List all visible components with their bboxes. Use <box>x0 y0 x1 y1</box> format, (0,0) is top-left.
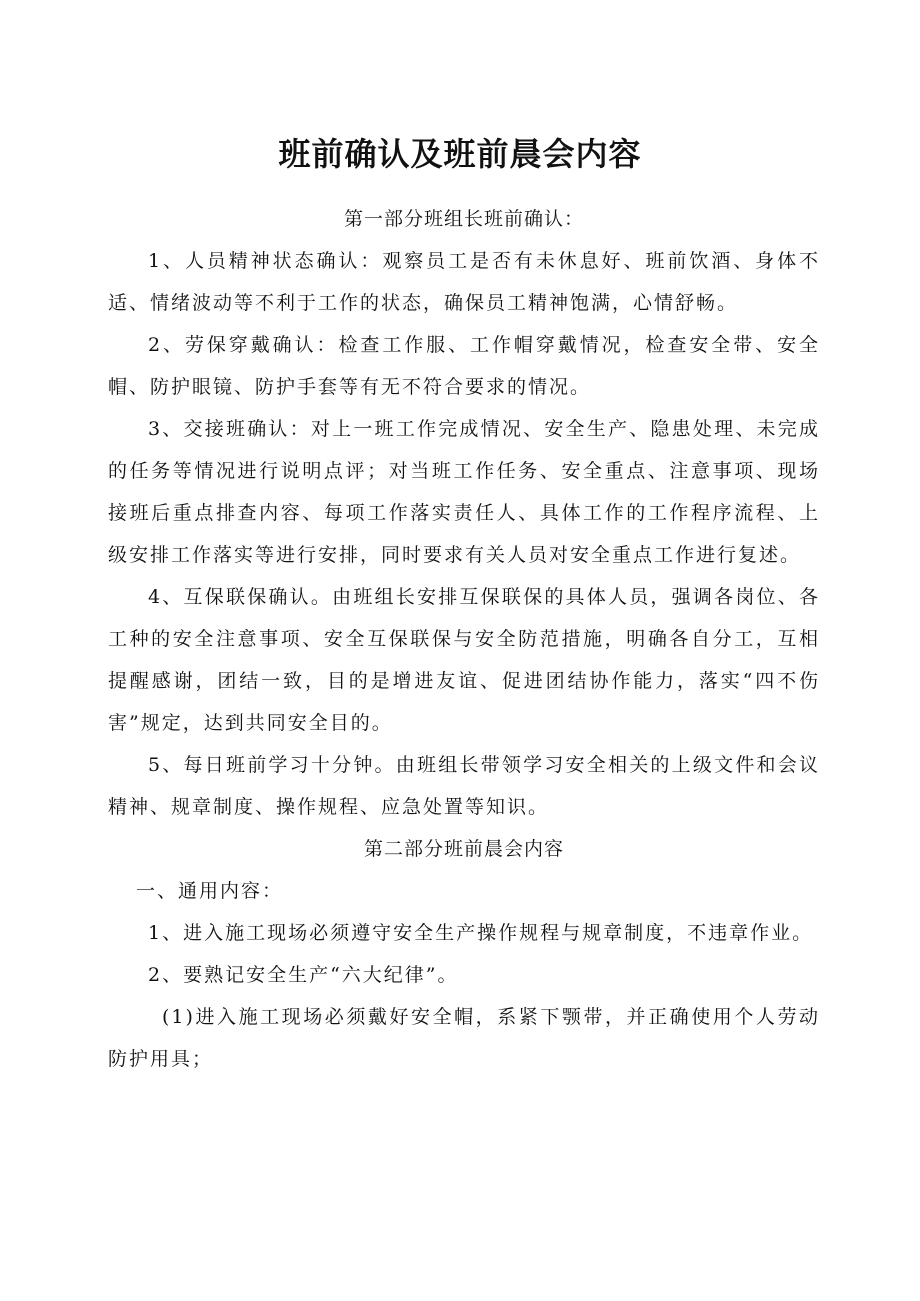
part2-item-1: 1、进入施工现场必须遵守安全生产操作规程与规章制度，不违章作业。 <box>148 922 814 944</box>
part1-item-5: 5、每日班前学习十分钟。由班组长带领学习安全相关的上级文件和会议精神、规章制度、操作规程、应急处置等知识。 <box>108 754 820 818</box>
part1-item-4: 4、互保联保确认。由班组长安排互保联保的具体人员，强调各岗位、各工种的安全注意事项、安全互保联保与安全防范措施，明确各自分工，互相提醒感谢，团结一致，目的是增进友谊、促进团结协作能力，落实“四不伤害”规定，达到共同安全目的。 <box>108 586 820 734</box>
part1-item-3: 3、交接班确认：对上一班工作完成情况、安全生产、隐患处理、未完成的任务等情况进行说明点评；对当班工作任务、安全重点、注意事项、现场接班后重点排查内容、每项工作落实责任人、具体工作的工作程序流程、上级安排工作落实等进行安排，同时要求有关人员对安全重点工作进行复述。 <box>108 418 820 566</box>
part2-subitem-1: (1)进入施工现场必须戴好安全帽，系紧下颚带，并正确使用个人劳动防护用具； <box>108 1006 820 1070</box>
part1-item-2: 2、劳保穿戴确认：检查工作服、工作帽穿戴情况，检查安全带、安全帽、防护眼镜、防护手套等有无不符合要求的情况。 <box>108 334 820 398</box>
document-body <box>108 198 820 1080</box>
part2-subheading: 一、通用内容： <box>136 880 284 902</box>
part2-item-2: 2、要熟记安全生产“六大纪律”。 <box>148 964 459 986</box>
document-title: 班前确认及班前晨会内容 <box>278 135 642 173</box>
part1-item-1: 1、人员精神状态确认：观察员工是否有未休息好、班前饮酒、身体不适、情绪波动等不利于工作的状态，确保员工精神饱满，心情舒畅。 <box>108 250 820 314</box>
part2-heading: 第二部分班前晨会内容 <box>363 838 564 860</box>
part1-heading: 第一部分班组长班前确认： <box>343 208 584 230</box>
